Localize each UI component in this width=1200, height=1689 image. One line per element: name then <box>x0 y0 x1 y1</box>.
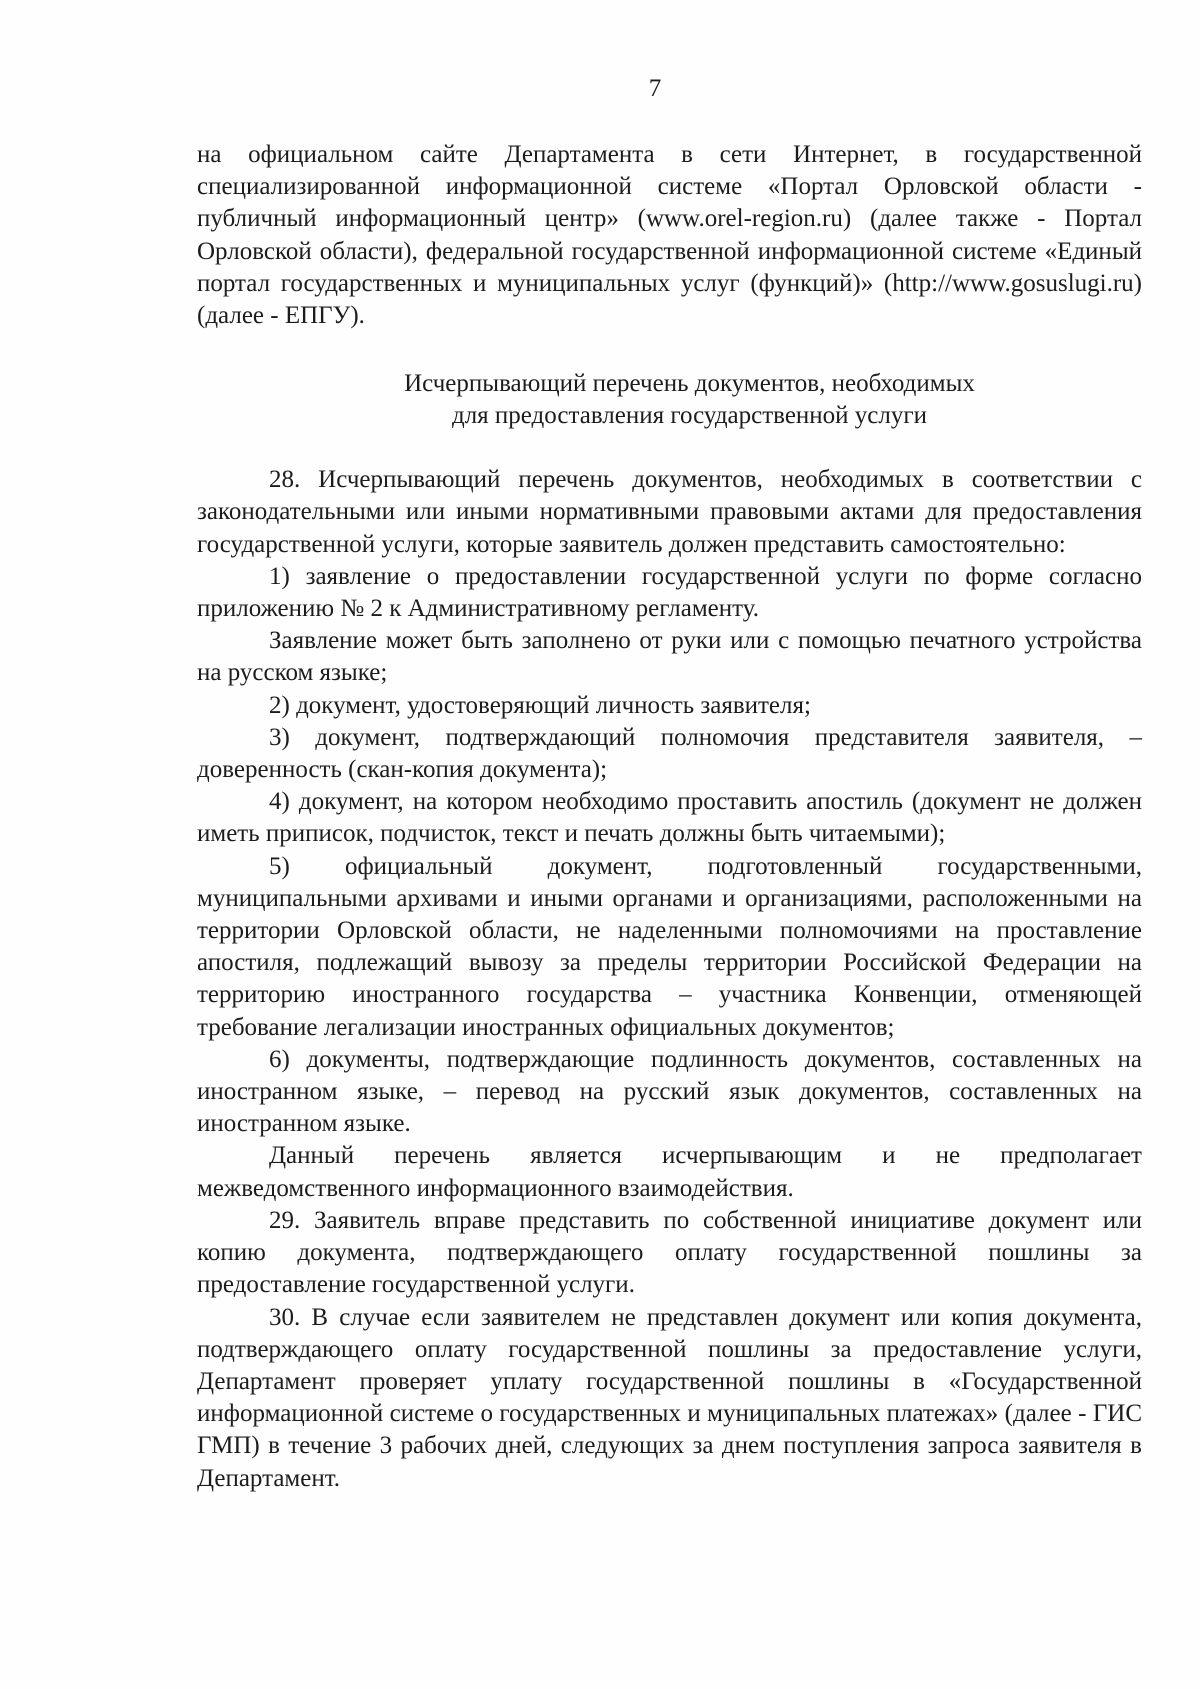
list-note: Данный перечень является исчерпывающим и не предполагает межведомственного информационного взаимодействия. <box>197 1142 1142 1202</box>
paragraph-28: 28. Исчерпывающий перечень документов, необходимых в соответствии с законодательными или иными нормативными правовыми актами для предоставления государственной услуги, которые заявитель должен представить самостоятельно: <box>197 466 1142 558</box>
document-body <box>197 139 1142 1495</box>
list-item-1-note: Заявление может быть заполнено от руки или с помощью печатного устройства на русском языке; <box>197 627 1142 687</box>
list-item-3: 3) документ, подтверждающий полномочия представителя заявителя, – доверенность (скан-копия документа); <box>197 723 1142 784</box>
paragraph-30: 30. В случае если заявителем не представлен документ или копия документа, подтверждающего оплату государственной пошлины за предоставление услуги, Департамент проверяет уплату государственной пошлины в «Государственной информационной системе о государственных и муниципальных платежах» (далее - ГИС ГМП) в течение 3 рабочих дней, следующих за днем поступления запроса заявителя в Департамент. <box>197 1303 1142 1492</box>
paragraph-29: 29. Заявитель вправе представить по собственной инициативе документ или копию документа, подтверждающего оплату государственной пошлины за предоставление государственной услуги. <box>197 1206 1142 1299</box>
list-item-4: 4) документ, на котором необходимо проставить апостиль (документ не должен иметь приписок, подчисток, текст и печать должны быть читаемыми); <box>197 788 1142 848</box>
intro-paragraph: на официальном сайте Департамента в сети Интернет, в государственной специализированной информационной системе «Портал Орловской области - публичный информационный центр» (www.orel-region.ru) (далее также - Портал Орловской области), федеральной государственной информационной системе «Единый портал государственных и муниципальных услуг (функций)» (http://www.gosuslugi.ru) (далее - ЕПГУ). <box>197 141 1142 330</box>
section-heading-line-1: Исчерпывающий перечень документов, необходимых <box>404 370 975 398</box>
section-heading-line-2: для предоставления государственной услуги <box>451 402 928 430</box>
list-item-2: 2) документ, удостоверяющий личность заявителя; <box>269 691 811 719</box>
page-number: 7 <box>648 75 662 102</box>
list-item-1: 1) заявление о предоставлении государственной услуги по форме согласно приложению № 2 к Административному регламенту. <box>197 562 1142 623</box>
list-item-5: 5) официальный документ, подготовленный государственными, муниципальными архивами и иными органами и организациями, расположенными на территории Орловской области, не наделенными полномочиями на проставление апостиля, подлежащий вывозу за пределы территории Российской Федерации на территорию иностранного государства – участника Конвенции, отменяющей требование легализации иностранных официальных документов; <box>197 852 1142 1041</box>
list-item-6: 6) документы, подтверждающие подлинность документов, составленных на иностранном языке, – перевод на русский язык документов, составленных на иностранном языке. <box>197 1045 1142 1138</box>
section-heading <box>197 368 1142 432</box>
